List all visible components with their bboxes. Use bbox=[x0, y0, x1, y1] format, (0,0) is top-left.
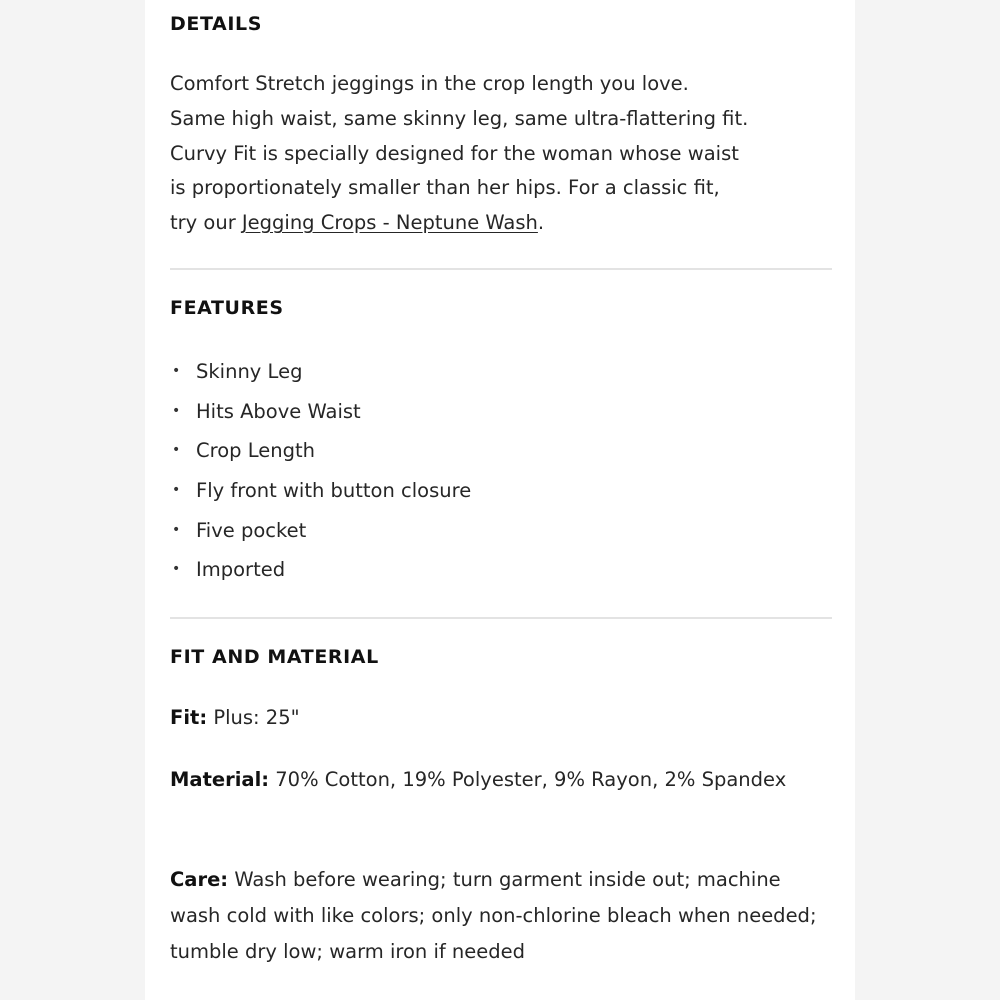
care-info bbox=[170, 862, 832, 970]
details-link-suffix: . bbox=[537, 211, 545, 235]
feature-label: Five pocket bbox=[196, 518, 307, 542]
section-divider bbox=[170, 268, 832, 270]
material-label: Material: bbox=[170, 768, 270, 791]
features-heading: FEATURES bbox=[170, 297, 284, 319]
features-list bbox=[170, 352, 471, 590]
section-divider bbox=[170, 617, 832, 619]
bullet-icon: • bbox=[172, 561, 181, 578]
bullet-icon: • bbox=[172, 521, 181, 538]
details-line-3: Curvy Fit is specially designed for the woman whose waist bbox=[170, 141, 739, 165]
bullet-icon: • bbox=[172, 442, 181, 459]
details-line-4: is proportionately smaller than her hips. For a classic fit, bbox=[170, 176, 720, 200]
material-value: 70% Cotton, 19% Polyester, 9% Rayon, 2% Spandex bbox=[269, 768, 787, 791]
feature-item bbox=[170, 550, 471, 590]
bullet-icon: • bbox=[172, 482, 181, 499]
fit-label: Fit: bbox=[170, 706, 208, 729]
feature-label: Hits Above Waist bbox=[196, 399, 361, 423]
details-heading: DETAILS bbox=[170, 13, 263, 35]
care-value: Wash before wearing; turn garment inside out; machine wash cold with like colors; only non-chlorine bleach when needed; tumble dry low; warm iron if needed bbox=[170, 868, 817, 963]
feature-label: Imported bbox=[196, 558, 286, 582]
fit-value: Plus: 25" bbox=[207, 706, 300, 729]
details-link-prefix: try our bbox=[170, 211, 242, 235]
bullet-icon: • bbox=[172, 402, 181, 419]
feature-item bbox=[170, 352, 471, 392]
feature-item bbox=[170, 511, 471, 551]
details-line-2: Same high waist, same skinny leg, same ultra-flattering fit. bbox=[170, 106, 749, 130]
feature-label: Crop Length bbox=[196, 439, 315, 463]
jegging-crops-link[interactable]: Jegging Crops - Neptune Wash bbox=[241, 211, 538, 235]
feature-item bbox=[170, 392, 471, 432]
product-info-panel bbox=[145, 0, 855, 1000]
fit-info bbox=[170, 700, 832, 736]
care-label: Care: bbox=[170, 868, 229, 891]
material-info bbox=[170, 762, 832, 798]
feature-item bbox=[170, 471, 471, 511]
feature-item bbox=[170, 431, 471, 471]
bullet-icon: • bbox=[172, 363, 181, 379]
fit-material-heading: FIT AND MATERIAL bbox=[170, 646, 379, 668]
feature-label: Skinny Leg bbox=[196, 360, 303, 383]
feature-label: Fly front with button closure bbox=[196, 479, 472, 503]
details-line-1: Comfort Stretch jeggings in the crop length you love. bbox=[170, 72, 689, 95]
details-description bbox=[170, 67, 832, 241]
